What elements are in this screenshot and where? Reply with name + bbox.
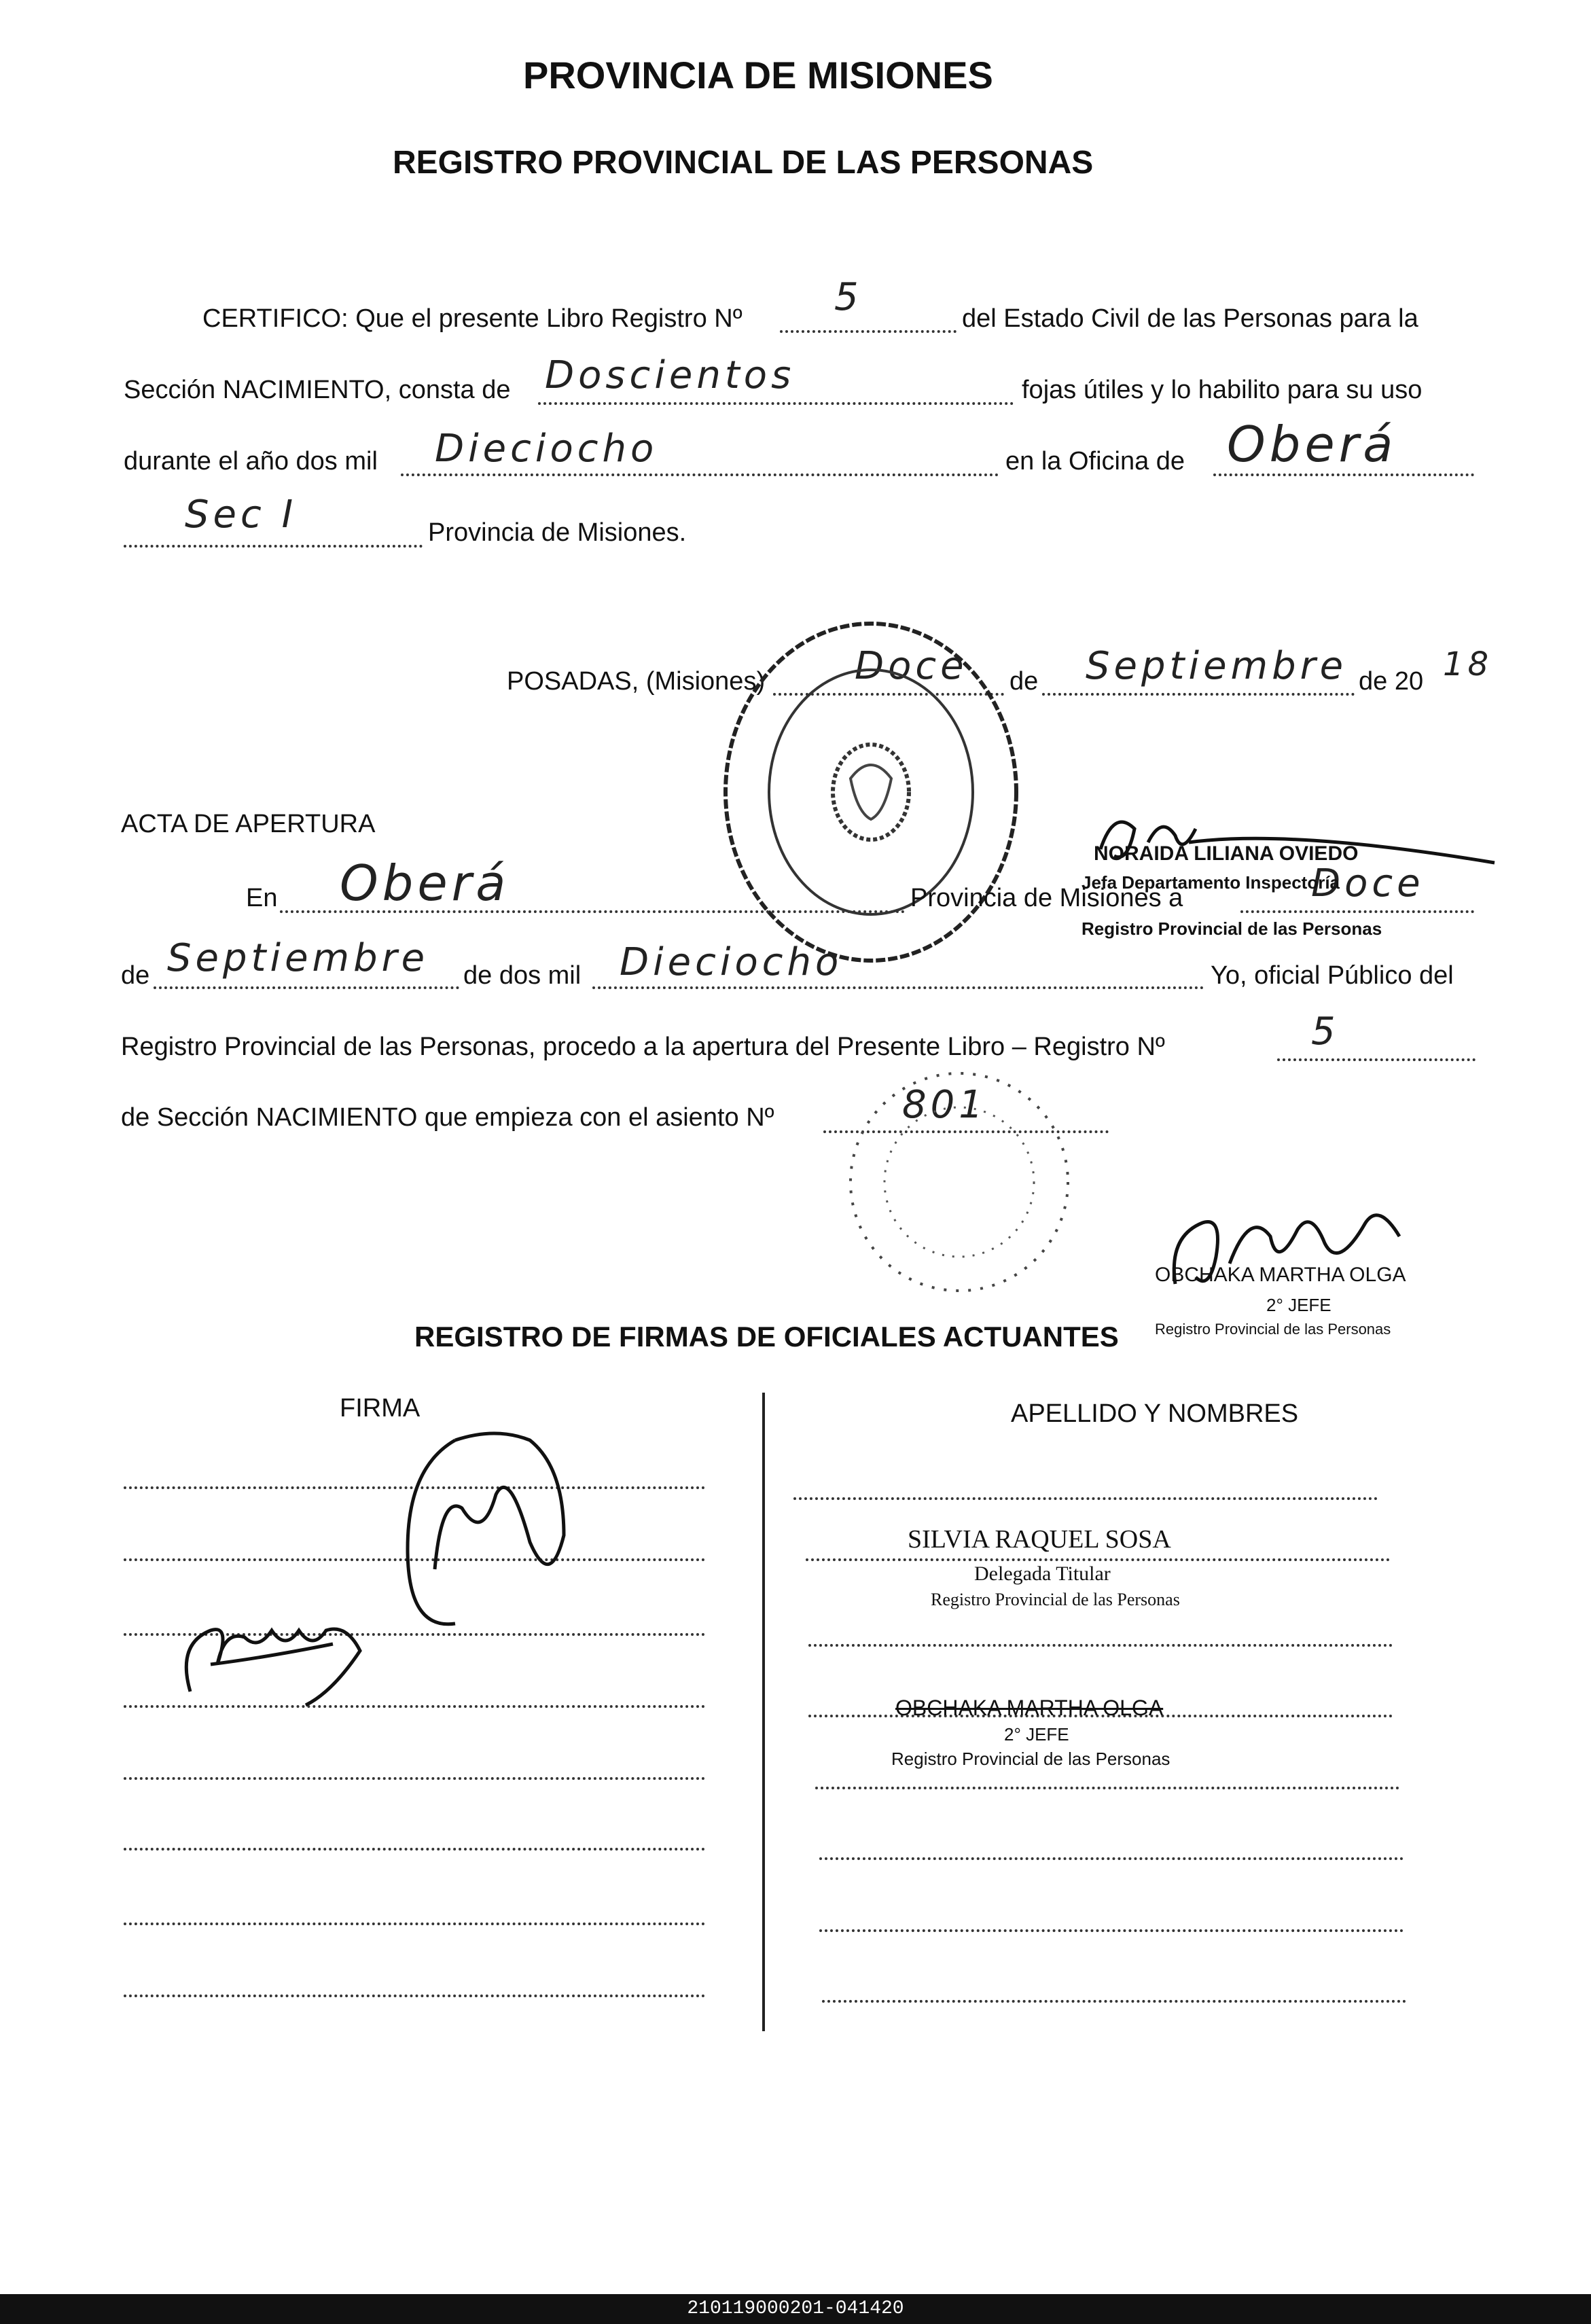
name-line	[815, 1787, 1399, 1789]
dotted-line	[1042, 693, 1355, 696]
signatures-title: REGISTRO DE FIRMAS DE OFICIALES ACTUANTES	[414, 1321, 1119, 1353]
dotted-line	[538, 402, 1014, 405]
handwritten-acta-book: 5	[1311, 1009, 1340, 1054]
dotted-line	[124, 545, 423, 548]
name-line	[819, 1929, 1404, 1932]
date-de1: de	[1009, 667, 1039, 696]
acta-line4: Registro Provincial de las Personas, procedo a la apertura del Presente Libro – Registro Nº	[121, 1033, 1165, 1061]
acta-de-dos-mil: de dos mil	[463, 961, 582, 990]
province-title: PROVINCIA DE MISIONES	[523, 54, 993, 96]
obchaka-signature	[1162, 1196, 1420, 1304]
registry-seal	[837, 1060, 1081, 1304]
entry2-name: OBCHAKA MARTHA OLGA	[895, 1696, 1164, 1720]
dotted-line	[154, 986, 459, 989]
col-apellido: APELLIDO Y NOMBRES	[1011, 1399, 1299, 1428]
column-divider	[762, 1393, 765, 2031]
acta-line5: de Sección NACIMIENTO que empieza con el asiento Nº	[121, 1103, 774, 1132]
acta-de: de	[121, 961, 150, 990]
firma-line	[124, 1923, 705, 1925]
acta-provincia: Provincia de Misiones a	[910, 884, 1183, 912]
obchaka-name: OBCHAKA MARTHA OLGA	[1155, 1264, 1406, 1286]
signature-1	[394, 1427, 571, 1644]
cert-line2-suffix: fojas útiles y lo habilito para su uso	[1022, 376, 1423, 404]
handwritten-section: Sec I	[185, 493, 298, 537]
entry2-org: Registro Provincial de las Personas	[891, 1749, 1170, 1769]
dotted-line	[1213, 473, 1474, 476]
acta-title: ACTA DE APERTURA	[121, 810, 376, 838]
handwritten-day: Doce	[855, 644, 968, 688]
footer-id: 210119000201-041420	[0, 2294, 1591, 2324]
firma-line	[124, 1848, 705, 1851]
handwritten-year: Dieciocho	[435, 427, 658, 471]
dotted-line	[1277, 1058, 1476, 1061]
date-prefix: POSADAS, (Misiones)	[507, 667, 766, 696]
dotted-line	[401, 473, 999, 476]
name-line	[822, 2000, 1406, 2003]
handwritten-book-number: 5	[834, 275, 863, 319]
ministry-seal	[715, 615, 1027, 969]
oviedo-org: Registro Provincial de las Personas	[1081, 918, 1382, 939]
obchaka-org: Registro Provincial de las Personas	[1155, 1321, 1391, 1338]
cert-line3-prefix: durante el año dos mil	[124, 447, 378, 476]
name-line	[793, 1497, 1378, 1500]
handwritten-year-digits: 18	[1443, 645, 1493, 683]
handwritten-folios: Doscientos	[545, 353, 796, 397]
dotted-line	[780, 330, 957, 333]
name-line	[808, 1644, 1393, 1647]
cert-line1-suffix: del Estado Civil de las Personas para la	[962, 304, 1418, 333]
firma-line	[124, 1995, 705, 1997]
date-de2: de 20	[1359, 667, 1424, 696]
acta-en: En	[246, 884, 278, 912]
cert-line1-prefix: CERTIFICO: Que el presente Libro Registro Nº	[202, 304, 743, 333]
handwritten-office: Oberá	[1227, 416, 1397, 473]
handwritten-acta-year: Dieciocho	[620, 940, 843, 984]
acta-yo: Yo, oficial Público del	[1211, 961, 1454, 990]
entry1-org: Registro Provincial de las Personas	[931, 1590, 1180, 1609]
handwritten-acta-place: Oberá	[340, 855, 510, 912]
dotted-line	[1240, 910, 1474, 913]
dotted-line	[592, 986, 1204, 989]
handwritten-acta-day: Doce	[1311, 861, 1425, 906]
obchaka-title: 2° JEFE	[1266, 1295, 1331, 1315]
name-line	[806, 1558, 1390, 1561]
firma-line	[124, 1777, 705, 1780]
oviedo-name: NORAIDA LILIANA OVIEDO	[1094, 842, 1359, 865]
entry1-title: Delegada Titular	[974, 1562, 1111, 1585]
cert-line2-prefix: Sección NACIMIENTO, consta de	[124, 376, 511, 404]
handwritten-acta-month: Septiembre	[167, 936, 429, 980]
cert-line3-suffix: en la Oficina de	[1005, 447, 1185, 476]
registry-title: REGISTRO PROVINCIAL DE LAS PERSONAS	[393, 145, 1094, 181]
name-line	[819, 1857, 1404, 1860]
oviedo-title: Jefa Departamento Inspectoría	[1081, 872, 1340, 893]
signature-2	[170, 1590, 374, 1712]
handwritten-month: Septiembre	[1086, 644, 1348, 688]
cert-line4-suffix: Provincia de Misiones.	[428, 518, 687, 547]
entry1-name: SILVIA RAQUEL SOSA	[908, 1525, 1171, 1554]
handwritten-entry-number: 801	[902, 1083, 987, 1127]
entry2-title: 2° JEFE	[1004, 1724, 1069, 1745]
col-firma: FIRMA	[340, 1394, 421, 1423]
